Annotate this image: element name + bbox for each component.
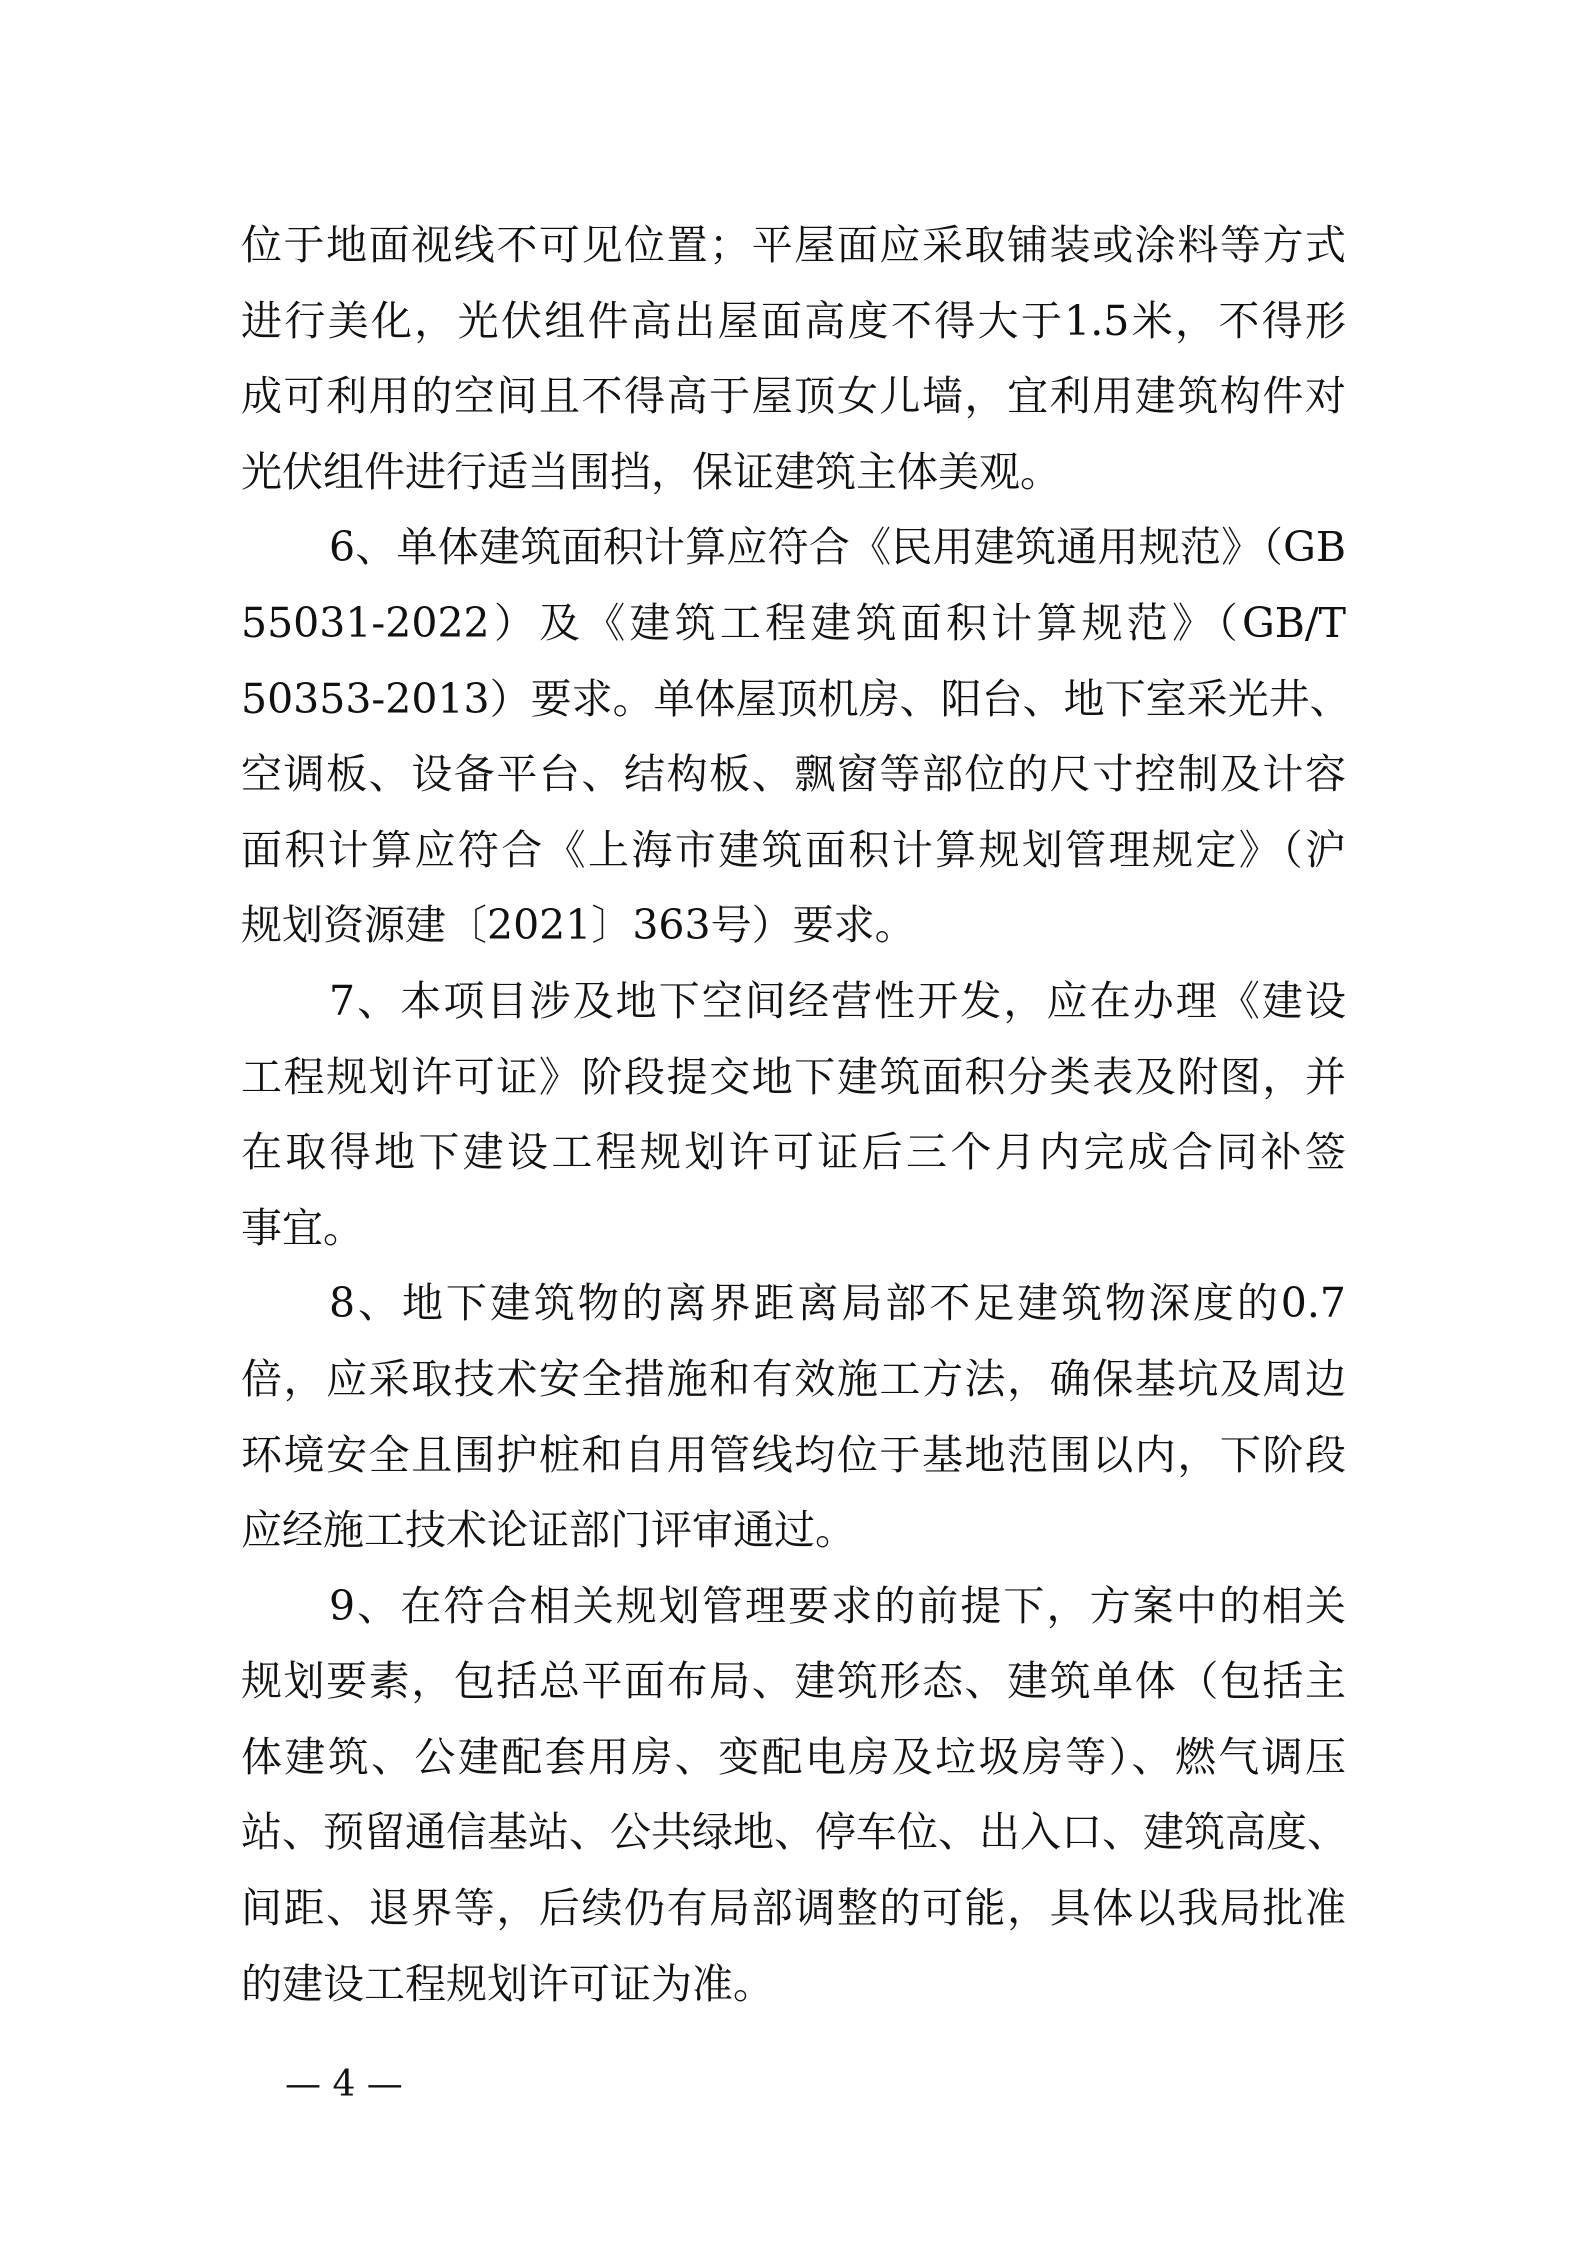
text-line: 在取得地下建设工程规划许可证后三个月内完成合同补签 (241, 1128, 1346, 1177)
paragraph-9-first-line: 9、在符合相关规划管理要求的前提下，方案中的相关 (329, 1581, 1346, 1630)
text-line: 空调板、设备平台、结构板、飘窗等部位的尺寸控制及计容 (241, 750, 1346, 799)
text-line: 位于地面视线不可见位置；平屋面应采取铺装或涂料等方式 (241, 221, 1346, 269)
text-line: 的建设工程规划许可证为准。 (241, 1959, 774, 2008)
text-line: 规划要素，包括总平面布局、建筑形态、建筑单体（包括主 (241, 1657, 1346, 1706)
document-body (241, 208, 1351, 2022)
text-line: 倍，应采取技术安全措施和有效施工方法，确保基坑及周边 (241, 1354, 1346, 1403)
paragraph-8-first-line: 8、地下建筑物的离界距离局部不足建筑物深度的0.7 (329, 1279, 1346, 1328)
text-line: 55031-2022）及《建筑工程建筑面积计算规范》（GB/T (241, 598, 1346, 647)
text-line: 进行美化，光伏组件高出屋面高度不得大于1.5米，不得形 (241, 296, 1346, 345)
text-line: 体建筑、公建配套用房、变配电房及垃圾房等）、燃气调压 (241, 1732, 1346, 1781)
text-line: 规划资源建〔2021〕363号）要求。 (241, 901, 916, 950)
text-line: 工程规划许可证》阶段提交地下建筑面积分类表及附图，并 (241, 1052, 1346, 1101)
text-line: 应经施工技术论证部门评审通过。 (241, 1506, 856, 1555)
text-line: 站、预留通信基站、公共绿地、停车位、出入口、建筑高度、 (241, 1808, 1348, 1857)
text-line: 事宜。 (241, 1203, 364, 1252)
text-line: 50353-2013）要求。单体屋顶机房、阳台、地下室采光井、 (241, 674, 1351, 723)
text-line: 光伏组件进行适当围挡，保证建筑主体美观。 (241, 447, 1061, 496)
text-line: 环境安全且围护桩和自用管线均位于基地范围以内，下阶段 (241, 1430, 1346, 1479)
page-number: — 4 — (285, 2064, 403, 2105)
text-line: 成可利用的空间且不得高于屋顶女儿墙，宜利用建筑构件对 (241, 372, 1346, 421)
paragraph-7-first-line: 7、本项目涉及地下空间经营性开发，应在办理《建设 (329, 976, 1346, 1025)
paragraph-6-first-line: 6、单体建筑面积计算应符合《民用建筑通用规范》（GB (329, 523, 1346, 572)
text-line: 面积计算应符合《上海市建筑面积计算规划管理规定》（沪 (241, 825, 1346, 874)
text-line: 间距、退界等，后续仍有局部调整的可能，具体以我局批准 (241, 1884, 1346, 1933)
